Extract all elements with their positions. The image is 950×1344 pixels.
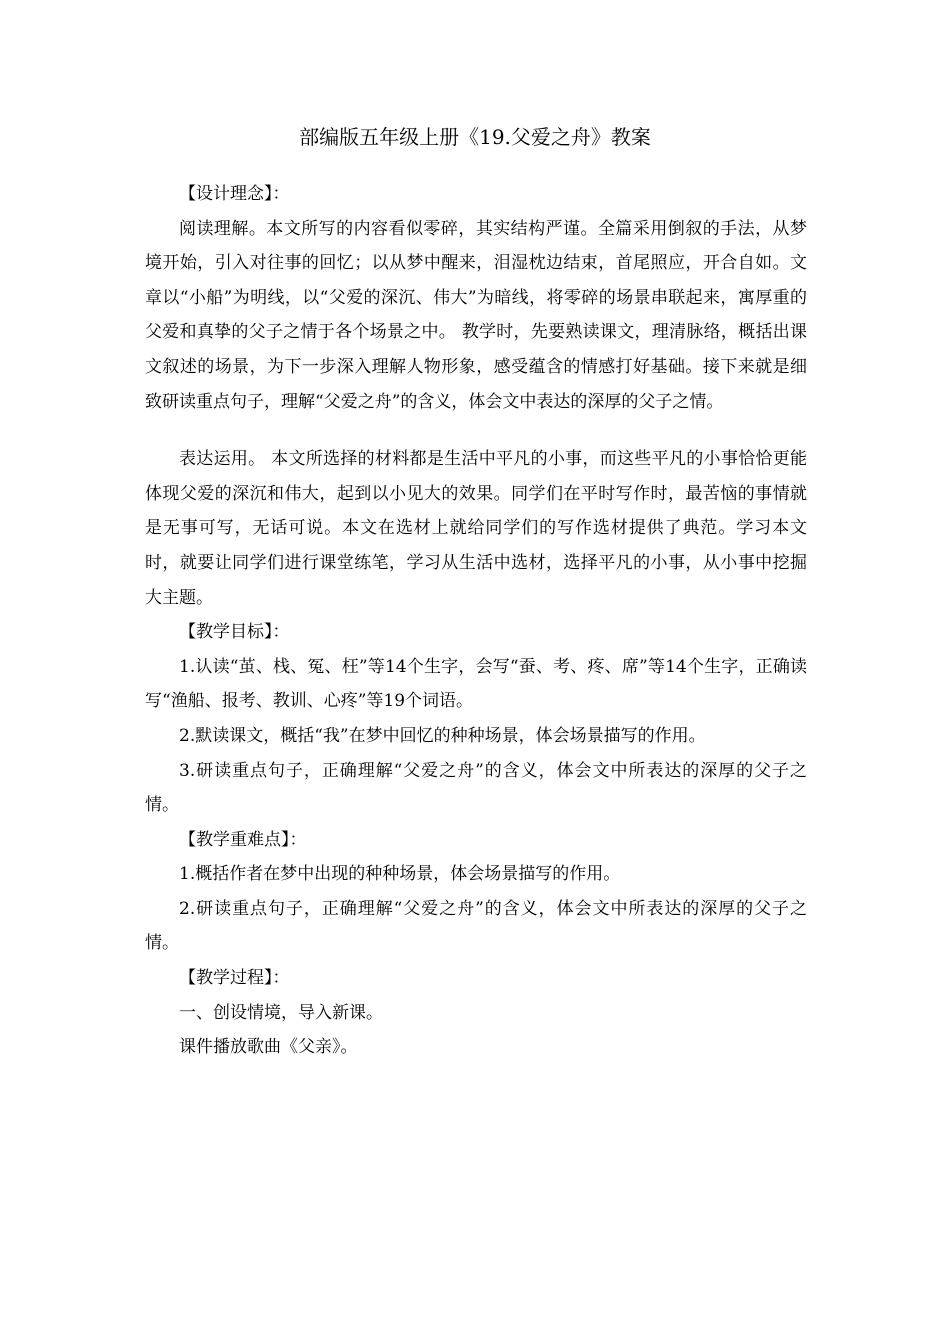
document-title: 部编版五年级上册《19.父爱之舟》教案 xyxy=(299,125,651,149)
process-step-1-detail: 课件播放歌曲《父亲》。 xyxy=(179,1037,358,1058)
goal-item-1: 1.认读“茧、栈、冤、枉”等14个生字，会写“蚕、考、疼、席”等14个生字，正确读写“渔船、报考、教训、心疼”等19个词语。 xyxy=(145,656,807,712)
section-heading-teaching-goals: 【教学目标】： xyxy=(179,622,290,643)
difficulty-item-2: 2.研读重点句子，正确理解“父爱之舟”的含义，体会文中所表达的深厚的父子之情。 xyxy=(145,898,807,954)
goal-item-3: 3.研读重点句子，正确理解“父爱之舟”的含义，体会文中所表达的深厚的父子之情。 xyxy=(145,760,807,816)
section-heading-design-concept: 【设计理念】： xyxy=(179,184,290,204)
section-heading-teaching-process: 【教学过程】： xyxy=(179,968,290,989)
document-body xyxy=(145,177,807,1065)
paragraph-expression-application: 表达运用。 本文所选择的材料都是生活中平凡的小事，而这些平凡的小事恰恰更能体现父爱的深沉和伟大，起到以小见大的效果。同学们在平时写作时，最苦恼的事情就是无事可写，无话可说。本文在选材上就给同学们的写作选材提供了典范。学习本文时，就要让同学们进行课堂练笔，学习从生活中选材，选择平凡的小事，从小事中挖掘大主题。 xyxy=(145,449,807,608)
goal-item-2: 2.默读课文，概括“我”在梦中回忆的种种场景，体会场景描写的作用。 xyxy=(179,725,706,746)
section-heading-key-difficulties: 【教学重难点】： xyxy=(179,829,307,850)
paragraph-reading-comprehension: 阅读理解。本文所写的内容看似零碎，其实结构严谨。全篇采用倒叙的手法，从梦境开始，引入对往事的回忆；以从梦中醒来，泪湿枕边结束，首尾照应，开合自如。文章以“小船”为明线，以“父爱的深沉、伟大”为暗线，将零碎的场景串联起来，寓厚重的父爱和真挚的父子之情于各个场景之中。 教学时，先要熟读课文，理清脉络，概括出课文叙述的场景，为下一步深入理解人物形象，感受蕴含的情感打好基础。接下来就是细致研读重点句子，理解“父爱之舟”的含义，体会文中表达的深厚的父子之情。 xyxy=(145,218,807,412)
difficulty-item-1: 1.概括作者在梦中出现的种种场景，体会场景描写的作用。 xyxy=(179,864,621,885)
process-step-1: 一、创设情境，导入新课。 xyxy=(179,1002,383,1023)
